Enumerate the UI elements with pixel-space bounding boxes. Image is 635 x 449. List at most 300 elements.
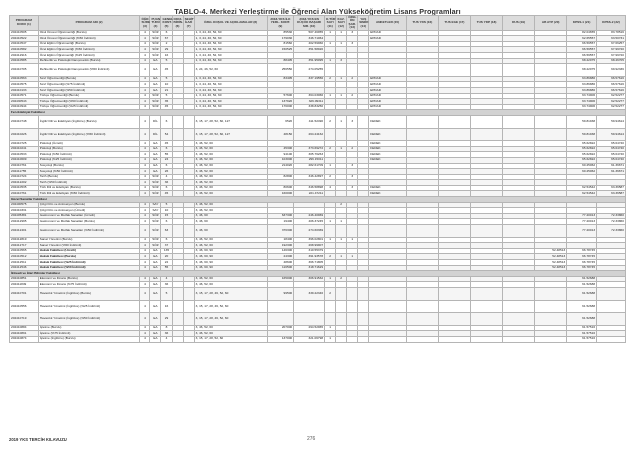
cell-code: 202410701 xyxy=(10,287,39,300)
cell-name: Havacılık Yönetimi (İngilizce) (%50 İndirimli) xyxy=(38,313,140,326)
cell-k2: 65.64740 xyxy=(597,146,626,152)
cell-code: 202410609 xyxy=(10,157,39,163)
table-row xyxy=(10,300,626,313)
cell-name: Tarih (Burslu) xyxy=(38,174,140,180)
cell-code: 202410241 xyxy=(10,146,39,152)
cell-t18 xyxy=(471,225,503,238)
cell-notes: 3, 46, 52, 60 xyxy=(194,169,267,175)
cell-b10: 402.59960 xyxy=(294,41,325,47)
cell-k9: 103000 xyxy=(267,157,294,163)
cell-k1: 77.20013 xyxy=(567,219,597,225)
cell-pt: SÖZ xyxy=(150,53,161,59)
cell-yas xyxy=(358,128,369,141)
cell-b10: 326.09311 xyxy=(294,99,325,105)
cell-pt: EA xyxy=(150,287,161,300)
column-header: GENEL KONT. (5) xyxy=(161,16,172,31)
cell-s12: 1 xyxy=(336,146,347,152)
cell-name: Sosyoloji (Burslu) xyxy=(38,163,140,169)
column-header: ÖĞR. SÜRE (3) xyxy=(140,16,150,31)
cell-s12: 2 xyxy=(336,202,347,208)
cell-k9: 88405 xyxy=(267,58,294,64)
cell-k1: 63.86886 xyxy=(567,87,597,93)
cell-gk: 10 xyxy=(161,82,172,88)
cell-s13 xyxy=(347,64,358,77)
cell-dur: 4 xyxy=(140,180,150,186)
cell-dur: 4 xyxy=(140,276,150,282)
cell-b10: 373.69272 xyxy=(294,146,325,152)
cell-code: 202410874 xyxy=(10,336,39,342)
cell-code: 202410761 xyxy=(10,163,39,169)
cell-gk: 26 xyxy=(161,169,172,175)
cell-s11 xyxy=(325,128,336,141)
cell-b10: 339.22346 xyxy=(294,287,325,300)
cell-s12: 3 xyxy=(336,58,347,64)
cell-t17 xyxy=(438,64,470,77)
cell-code: 202410556 xyxy=(10,300,39,313)
cell-ank: EPDAD xyxy=(369,99,407,105)
cell-gk: 55 xyxy=(161,265,172,271)
cell-dur: 4 xyxy=(140,191,150,197)
cell-notes: 1, 3, 24, 46, 52, 60 xyxy=(194,76,267,82)
cell-s13 xyxy=(347,300,358,313)
cell-gk: 37 xyxy=(161,243,172,249)
cell-dur: 4 xyxy=(140,47,150,53)
cell-k1: 62.65557 xyxy=(567,36,597,42)
cell-k1: 66.59557 xyxy=(567,47,597,53)
cell-k9: 48600 xyxy=(267,260,294,266)
cell-gk: 6 xyxy=(161,30,172,36)
cell-t16 xyxy=(406,287,438,300)
column-header: K.TÜR SAYI (11) xyxy=(325,16,336,31)
cell-k1: 82.04655 xyxy=(567,30,597,36)
cell-pt: SAY xyxy=(150,208,161,214)
cell-s12 xyxy=(336,300,347,313)
cell-b10: 246.40969 xyxy=(294,213,325,219)
cell-k1: 60.25062 xyxy=(567,163,597,169)
cell-pt: EA xyxy=(150,157,161,163)
cell-yas xyxy=(358,287,369,300)
cell-name: İngiliz Dili ve Edebiyatı (İngilizce) (%50 İndirimli) xyxy=(38,128,140,141)
cell-s11 xyxy=(325,225,336,238)
cell-k1: 61.52688 xyxy=(567,276,597,282)
cell-k9: 176000 xyxy=(267,104,294,110)
cell-pt: EA xyxy=(150,152,161,158)
cell-s13: 3 xyxy=(347,185,358,191)
cell-notes: 3, 15, 17, 28, 46, 52, 60 xyxy=(194,287,267,300)
cell-k2: 63.50731 xyxy=(597,36,626,42)
cell-notes: 3, 15, 17, 28, 52, 60, 127 xyxy=(194,128,267,141)
cell-notes: 3, 46, 60 xyxy=(194,219,267,225)
cell-pt: SÖZ xyxy=(150,99,161,105)
cell-gk: 5 xyxy=(161,93,172,99)
cell-gk: 4 xyxy=(161,336,172,342)
cell-name: Gastronomi ve Mutfak Sanatları (Ücretli) xyxy=(38,213,140,219)
cell-gk: 54 xyxy=(161,128,172,141)
cell-k1: 63.74906 xyxy=(567,99,597,105)
cell-t16 xyxy=(406,336,438,342)
programs-table xyxy=(9,15,626,343)
cell-s13: 3 xyxy=(347,163,358,169)
cell-t16 xyxy=(406,115,438,128)
cell-s11: 2 xyxy=(325,174,336,180)
cell-b10: 221.47211 xyxy=(294,191,325,197)
cell-s11 xyxy=(325,313,336,326)
cell-k1: 63.74906 xyxy=(567,104,597,110)
cell-code: 202410585 xyxy=(10,58,39,64)
cell-b10: 337.19556 xyxy=(294,76,325,82)
cell-ank: FEDEK xyxy=(369,128,407,141)
cell-s12: 1 xyxy=(336,93,347,99)
cell-name: Hukuk Fakültesi (Burslu) xyxy=(38,254,140,260)
cell-code: 202410761 xyxy=(10,191,39,197)
cell-k2: 67.99720 xyxy=(597,53,626,59)
cell-ab xyxy=(535,128,567,141)
table-title: TABLO-4. Merkezi Yerleştirme ile Öğrenci Alan Yükseköğretim Lisans Programları xyxy=(174,7,461,16)
cell-code: 202412546 xyxy=(10,265,39,271)
cell-pt: EA xyxy=(150,254,161,260)
table-row xyxy=(10,313,626,326)
cell-name: Havacılık Yönetimi (İngilizce) (Burslu) xyxy=(38,287,140,300)
cell-b10: 274.05255 xyxy=(294,64,325,77)
cell-k9: 99500 xyxy=(267,287,294,300)
cell-dur: 4 xyxy=(140,237,150,243)
cell-k9: 637300 xyxy=(267,213,294,219)
cell-yas xyxy=(358,300,369,313)
cell-gk: 22 xyxy=(161,260,172,266)
cell-code: 202412819 xyxy=(10,237,39,243)
cell-t17 xyxy=(438,336,470,342)
cell-pt: DİL xyxy=(150,128,161,141)
cell-name: Sınıf Öğretmenliği (%75 İndirimli) xyxy=(38,82,140,88)
cell-k2: 62.52277 xyxy=(597,99,626,105)
cell-notes: 3, 46, 52, 60 xyxy=(194,163,267,169)
cell-name: Özel Eğitim Öğretmenliği (Burslu) xyxy=(38,41,140,47)
column-header: YAŞ SINIRI (14) xyxy=(358,16,369,31)
cell-b10: 346.42897 xyxy=(294,174,325,180)
cell-k9: 207000 xyxy=(267,325,294,331)
table-row xyxy=(10,336,626,342)
cell-code: 202412995 xyxy=(10,219,39,225)
cell-ob xyxy=(172,115,183,128)
cell-k2: 66.57616 xyxy=(597,76,626,82)
cell-pt: SÖZ xyxy=(150,219,161,225)
cell-b10: 294.52965 xyxy=(294,325,325,331)
cell-gk: 4 xyxy=(161,276,172,282)
cell-b10: 268.99907 xyxy=(294,243,325,249)
cell-k9: 137000 xyxy=(267,336,294,342)
cell-s11: 1 xyxy=(325,30,336,36)
cell-code: 202410748 xyxy=(10,115,39,128)
cell-dur: 4 xyxy=(140,243,150,249)
cell-k2: 59.94614 xyxy=(597,128,626,141)
cell-dur: 4 xyxy=(140,64,150,77)
cell-dus xyxy=(503,225,535,238)
cell-notes: 1, 3, 24, 46, 52, 60 xyxy=(194,47,267,53)
cell-ab xyxy=(535,300,567,313)
column-header: PROGRAM KODU (1) xyxy=(10,16,39,31)
cell-k2: 63.36587 xyxy=(597,185,626,191)
cell-dur: 4 xyxy=(140,99,150,105)
cell-gk: 6 xyxy=(161,237,172,243)
cell-k2: 66.57616 xyxy=(597,82,626,88)
cell-code: 202410944 xyxy=(10,104,39,110)
cell-s11 xyxy=(325,300,336,313)
cell-s11: 1 xyxy=(325,219,336,225)
cell-notes: 3, 46, 52, 60 xyxy=(194,243,267,249)
cell-ank xyxy=(369,300,407,313)
cell-k1: 68.22075 xyxy=(567,58,597,64)
column-header: OKUL BİRİN. (6) xyxy=(172,16,183,31)
cell-s13 xyxy=(347,287,358,300)
cell-t17 xyxy=(438,115,470,128)
cell-k9: 146300 xyxy=(267,248,294,254)
cell-k1: 66.59557 xyxy=(567,41,597,47)
cell-pt: SÖZ xyxy=(150,185,161,191)
cell-ank: FEDEK xyxy=(369,141,407,147)
cell-k9: 57600 xyxy=(267,93,294,99)
cell-k1: 62.54542 xyxy=(567,185,597,191)
cell-ab: 52.48513 xyxy=(535,265,567,271)
cell-b10 xyxy=(294,313,325,326)
cell-k2 xyxy=(597,313,626,326)
cell-k2: 62.52277 xyxy=(597,104,626,110)
cell-name: Rehberlik ve Psikolojik Danışmanlık (Burslu) xyxy=(38,58,140,64)
cell-dur: 4 xyxy=(140,104,150,110)
cell-pt: EA xyxy=(150,331,161,337)
cell-t18 xyxy=(471,64,503,77)
cell-code: 202410535 xyxy=(10,185,39,191)
cell-ob xyxy=(172,287,183,300)
cell-pt: SÖZ xyxy=(150,93,161,99)
cell-k2: 63.36587 xyxy=(597,191,626,197)
cell-dur: 4 xyxy=(140,152,150,158)
table-row xyxy=(10,287,626,300)
cell-gk: 45 xyxy=(161,191,172,197)
cell-s11: 4 xyxy=(325,185,336,191)
cell-t16 xyxy=(406,313,438,326)
cell-k9: 18400 xyxy=(267,237,294,243)
cell-notes: 3, 46, 60 xyxy=(194,225,267,238)
cell-s12 xyxy=(336,336,347,342)
cell-k9: 192300 xyxy=(267,243,294,249)
cell-ank: EPDAD xyxy=(369,82,407,88)
column-header: TUS EGE (17) xyxy=(438,16,470,31)
cell-name: Sanat Yönetimi (%50 İndirimli) xyxy=(38,243,140,249)
cell-ank xyxy=(369,313,407,326)
cell-name: Hukuk Fakültesi (Ücretli) xyxy=(38,248,140,254)
cell-k1: 66.78745 xyxy=(567,248,597,254)
column-header: KPSS-1 (21) xyxy=(567,16,597,31)
cell-dus xyxy=(503,336,535,342)
cell-ab xyxy=(535,115,567,128)
cell-gk: 24 xyxy=(161,157,172,163)
cell-k2: 62.52277 xyxy=(597,93,626,99)
cell-dur: 4 xyxy=(140,282,150,288)
cell-s11: 2 xyxy=(325,76,336,82)
cell-pt: SÖZ xyxy=(150,36,161,42)
cell-pt: SÖZ xyxy=(150,30,161,36)
cell-dur: 4 xyxy=(140,169,150,175)
cell-name: Okul Öncesi Öğretmenliği (Burslu) xyxy=(38,30,140,36)
cell-gk: 36 xyxy=(161,180,172,186)
cell-name: Çizgi Film ve Animasyon (Burslu) xyxy=(38,202,140,208)
column-header: DUS (19) xyxy=(503,16,535,31)
cell-gk: 135 xyxy=(161,248,172,254)
cell-dur: 4 xyxy=(140,87,150,93)
cell-b10: 306.91532 xyxy=(294,276,325,282)
cell-gk: 67 xyxy=(161,36,172,42)
cell-ank: FEDEK xyxy=(369,152,407,158)
cell-dur: 4 xyxy=(140,208,150,214)
cell-code: 202410505 xyxy=(10,30,39,36)
cell-dur: 4 xyxy=(140,225,150,238)
cell-code: 202412717 xyxy=(10,243,39,249)
cell-ab xyxy=(535,313,567,326)
cell-t18 xyxy=(471,128,503,141)
cell-dur: 4 xyxy=(140,163,150,169)
cell-dur: 4 xyxy=(140,53,150,59)
cell-code: 202410512 xyxy=(10,254,39,260)
cell-gk: 45 xyxy=(161,104,172,110)
cell-b10: 321.06798 xyxy=(294,336,325,342)
column-header: TUS YDP (18) xyxy=(471,16,503,31)
cell-name: Türkçe Öğretmenliği (%50 İndirimli) xyxy=(38,99,140,105)
cell-ob xyxy=(172,300,183,313)
cell-code: 202410533 xyxy=(10,152,39,158)
cell-k2: 67.66257 xyxy=(597,41,626,47)
cell-name: Rehberlik ve Psikolojik Danışmanlık (%50 İndirimli) xyxy=(38,64,140,77)
cell-k1: 65.62822 xyxy=(567,146,597,152)
cell-notes: 1, 3, 24, 46, 52, 60 xyxy=(194,58,267,64)
cell-sg xyxy=(183,313,194,326)
cell-notes: 3, 24, 46, 52, 60 xyxy=(194,64,267,77)
cell-t17 xyxy=(438,128,470,141)
cell-dus xyxy=(503,128,535,141)
cell-t17 xyxy=(438,313,470,326)
cell-s13: 2 xyxy=(347,93,358,99)
cell-notes: 1, 3, 24, 46, 52, 60 xyxy=(194,87,267,93)
cell-dur: 4 xyxy=(140,174,150,180)
cell-notes: 3, 46, 60, 90 xyxy=(194,254,267,260)
cell-name: Okul Öncesi Öğretmenliği (%50 İndirimli) xyxy=(38,36,140,42)
table-row xyxy=(10,128,626,141)
cell-t18 xyxy=(471,287,503,300)
cell-code: 202411755 xyxy=(10,169,39,175)
cell-name: Hukuk Fakültesi (%25 İndirimli) xyxy=(38,260,140,266)
cell-s12 xyxy=(336,64,347,77)
cell-notes: 3, 46, 52, 60 xyxy=(194,180,267,186)
cell-ank: FEDEK xyxy=(369,157,407,163)
cell-dur: 4 xyxy=(140,141,150,147)
cell-yas xyxy=(358,225,369,238)
cell-k1: 62.54542 xyxy=(567,191,597,197)
cell-code: 202410884 xyxy=(10,325,39,331)
cell-ank: EPDAD xyxy=(369,87,407,93)
cell-ank xyxy=(369,64,407,77)
cell-pt: SÖZ xyxy=(150,174,161,180)
cell-ank: FEDEK xyxy=(369,191,407,197)
cell-gk: 2 xyxy=(161,41,172,47)
cell-s13: 3 xyxy=(347,41,358,47)
cell-dur: 4 xyxy=(140,76,150,82)
cell-notes: 3, 46, 52, 60 xyxy=(194,157,267,163)
cell-notes: 1, 3, 24, 46, 52, 60 xyxy=(194,93,267,99)
cell-k9: 80600 xyxy=(267,185,294,191)
cell-k1: 61.52688 xyxy=(567,313,597,326)
cell-gk: 29 xyxy=(161,47,172,53)
cell-pt: EA xyxy=(150,141,161,147)
cell-t16 xyxy=(406,225,438,238)
cell-gk: 45 xyxy=(161,64,172,77)
cell-k1: 66.78745 xyxy=(567,265,597,271)
cell-notes: 1, 3, 24, 46, 52, 60 xyxy=(194,99,267,105)
cell-ob xyxy=(172,128,183,141)
cell-b10: 396.02801 xyxy=(294,237,325,243)
cell-ank: EPDAD xyxy=(369,30,407,36)
cell-k2: 72.33860 xyxy=(597,213,626,219)
faculty-name: Fen-Edebiyat Fakültesi xyxy=(10,110,626,116)
cell-k2: 66.57616 xyxy=(597,87,626,93)
cell-dur: 4 xyxy=(140,30,150,36)
cell-k1: 59.81938 xyxy=(567,115,597,128)
cell-pt: EA xyxy=(150,248,161,254)
cell-notes: 1, 3, 24, 46, 52, 60 xyxy=(194,104,267,110)
cell-code: 202412202 xyxy=(10,180,39,186)
cell-b10: 274.60369 xyxy=(294,225,325,238)
table-header xyxy=(10,16,626,31)
cell-ank xyxy=(369,287,407,300)
cell-ob xyxy=(172,64,183,77)
cell-pt: EA xyxy=(150,82,161,88)
cell-pt: EA xyxy=(150,76,161,82)
cell-dus xyxy=(503,300,535,313)
cell-t17 xyxy=(438,225,470,238)
cell-name: İşletme (İngilizce) (Burslu) xyxy=(38,336,140,342)
column-header: ANKETLER (15) xyxy=(369,16,407,31)
cell-name: Türkçe Öğretmenliği (%25 İndirimli) xyxy=(38,104,140,110)
cell-pt: EA xyxy=(150,276,161,282)
cell-dur: 4 xyxy=(140,93,150,99)
cell-notes: 3, 46, 52, 60 xyxy=(194,152,267,158)
cell-b10: 264.24162 xyxy=(294,128,325,141)
cell-s11: 1 xyxy=(325,41,336,47)
cell-t18 xyxy=(471,313,503,326)
cell-dur: 4 xyxy=(140,265,150,271)
cell-pt: SÖZ xyxy=(150,213,161,219)
faculty-name: Güzel Sanatlar Fakültesi xyxy=(10,197,626,203)
cell-k2: 61.36671 xyxy=(597,163,626,169)
cell-name: Gastronomi ve Mutfak Sanatları (%50 İndirimli) xyxy=(38,225,140,238)
cell-gk: 63 xyxy=(161,225,172,238)
cell-dur: 4 xyxy=(140,248,150,254)
cell-s12: 1 xyxy=(336,76,347,82)
cell-notes: 1, 3, 24, 46, 52, 60 xyxy=(194,82,267,88)
cell-code: 202410547 xyxy=(10,41,39,47)
cell-notes: 1, 3, 24, 46, 52, 60 xyxy=(194,36,267,42)
cell-yas xyxy=(358,115,369,128)
cell-k1: 65.62822 xyxy=(567,157,597,163)
cell-t18 xyxy=(471,300,503,313)
cell-k1: 66.78745 xyxy=(567,254,597,260)
cell-k9: 45300 xyxy=(267,146,294,152)
cell-s13: 3 xyxy=(347,30,358,36)
cell-ank xyxy=(369,336,407,342)
cell-k9: 83405 xyxy=(267,76,294,82)
cell-name: Sosyoloji (%50 İndirimli) xyxy=(38,169,140,175)
cell-pt: SÖZ xyxy=(150,180,161,186)
cell-ank: EPDAD xyxy=(369,76,407,82)
cell-ab: 52.48513 xyxy=(535,260,567,266)
